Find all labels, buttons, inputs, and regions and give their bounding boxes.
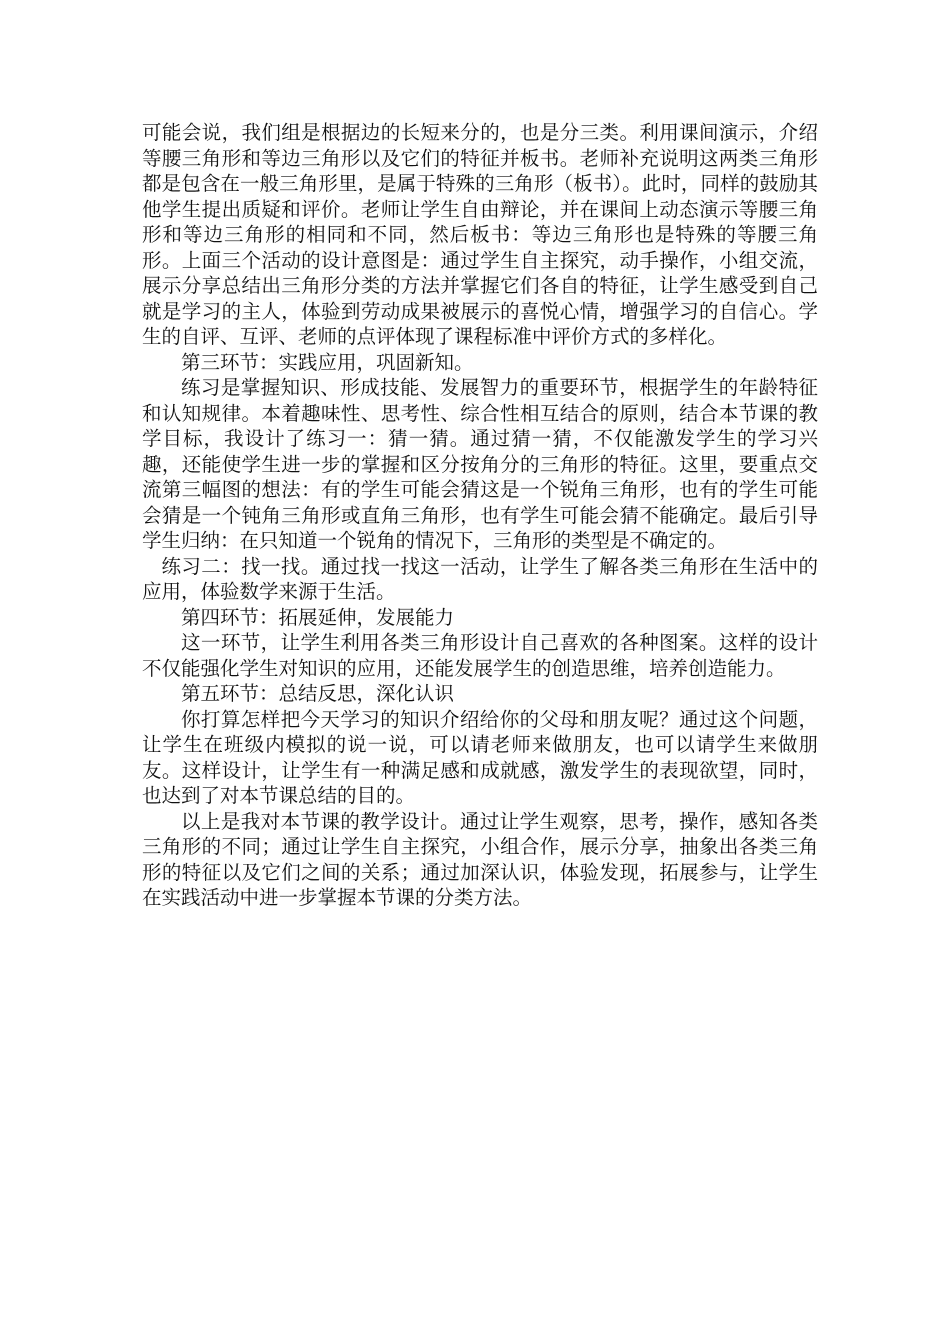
paragraph-practice-1: 练习是掌握知识、形成技能、发展智力的重要环节，根据学生的年龄特征和认知规律。本着趣味性、思考性、综合性相互结合的原则，结合本节课的教学目标，我设计了练习一：猜一猜。通过猜一猜，不仅能激发学生的学习兴趣，还能使学生进一步的掌握和区分按角分的三角形的特征。这里，要重点交流第三幅图的想法：有的学生可能会猜这是一个锐角三角形，也有的学生可能会猜是一个钝角三角形或直角三角形，也有学生可能会猜不能确定。最后引导学生归纳：在只知道一个锐角的情况下，三角形的类型是不确定的。 [142, 376, 818, 552]
section-heading-4: 第四环节：拓展延伸，发展能力 [181, 605, 455, 629]
document-body [142, 120, 818, 911]
paragraph-reflection: 你打算怎样把今天学习的知识介绍给你的父母和朋友呢？通过这个问题，让学生在班级内模拟的说一说，可以请老师来做朋友，也可以请学生来做朋友。这样设计，让学生有一种满足感和成就感，激发学生的表现欲望，同时，也达到了对本节课总结的目的。 [142, 707, 818, 807]
paragraph-summary: 以上是我对本节课的教学设计。通过让学生观察，思考，操作，感知各类三角形的不同；通过让学生自主探究，小组合作，展示分享，抽象出各类三角形的特征以及它们之间的关系；通过加深认识，体验发现，拓展参与，让学生在实践活动中进一步掌握本节课的分类方法。 [142, 809, 818, 909]
paragraph-continuation: 可能会说，我们组是根据边的长短来分的，也是分三类。利用课间演示，介绍等腰三角形和等边三角形以及它们的特征并板书。老师补充说明这两类三角形都是包含在一般三角形里，是属于特殊的三角形（板书）。此时，同样的鼓励其他学生提出质疑和评价。老师让学生自由辩论，并在课间上动态演示等腰三角形和等边三角形的相同和不同，然后板书：等边三角形也是特殊的等腰三角形。上面三个活动的设计意图是：通过学生自主探究，动手操作，小组交流，展示分享总结出三角形分类的方法并掌握它们各自的特征，让学生感受到自己就是学习的主人，体验到劳动成果被展示的喜悦心情，增强学习的自信心。学生的自评、互评、老师的点评体现了课程标准中评价方式的多样化。 [142, 121, 818, 348]
paragraph-practice-2: 练习二：找一找。通过找一找这一活动，让学生了解各类三角形在生活中的应用，体验数学来源于生活。 [142, 554, 818, 603]
section-heading-3: 第三环节：实践应用，巩固新知。 [181, 350, 474, 374]
section-heading-5: 第五环节：总结反思，深化认识 [181, 682, 455, 705]
paragraph-extension: 这一环节，让学生利用各类三角形设计自己喜欢的各种图案。这样的设计不仅能强化学生对知识的应用，还能发展学生的创造思维，培养创造能力。 [142, 631, 818, 680]
